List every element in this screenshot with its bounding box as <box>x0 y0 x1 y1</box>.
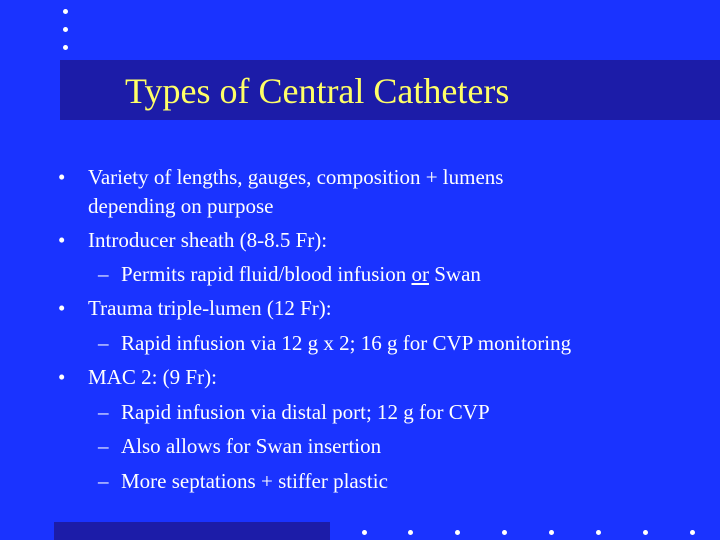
sub-bullet-text-part: Swan <box>428 262 481 286</box>
sub-bullet-glyph: – <box>98 434 109 458</box>
bullet-glyph: • <box>58 296 66 320</box>
decor-dot <box>455 530 460 535</box>
sub-bullet-glyph: – <box>98 400 109 424</box>
bullet-text: MAC 2: (9 Fr): <box>88 365 217 389</box>
decor-dot <box>596 530 601 535</box>
bullet-glyph: • <box>58 228 66 252</box>
sub-bullet-text: Rapid infusion via 12 g x 2; 16 g for CVP monitoring <box>121 331 572 355</box>
bullet-text: depending on purpose <box>88 194 274 218</box>
footer-band <box>54 522 330 540</box>
sub-bullet-text: Also allows for Swan insertion <box>121 434 382 458</box>
bullet-text: Variety of lengths, gauges, composition + lumens <box>88 165 504 189</box>
sub-bullet-text-part: Permits rapid fluid/blood infusion <box>121 262 412 286</box>
bullet-glyph: • <box>58 365 66 389</box>
sub-bullet-glyph: – <box>98 469 109 493</box>
bullet-text: Trauma triple-lumen (12 Fr): <box>88 296 332 320</box>
decor-dot <box>690 530 695 535</box>
bullet-glyph: • <box>58 165 66 189</box>
sub-bullet-text: More septations + stiffer plastic <box>121 469 388 493</box>
sub-bullet-glyph: – <box>98 331 109 355</box>
decor-dot <box>502 530 507 535</box>
decor-dot <box>549 530 554 535</box>
decor-dot <box>643 530 648 535</box>
decor-dot <box>408 530 413 535</box>
bullet-continuation <box>88 192 273 220</box>
sub-bullet-text: Rapid infusion via distal port; 12 g for CVP <box>121 400 490 424</box>
sub-bullet-glyph: – <box>98 262 109 286</box>
bullet-text: Introducer sheath (8-8.5 Fr): <box>88 228 328 252</box>
slide-title: Types of Central Catheters <box>125 71 510 111</box>
underlined-word: or <box>411 262 429 286</box>
decor-dot <box>362 530 367 535</box>
sub-bullet-text <box>121 260 481 288</box>
